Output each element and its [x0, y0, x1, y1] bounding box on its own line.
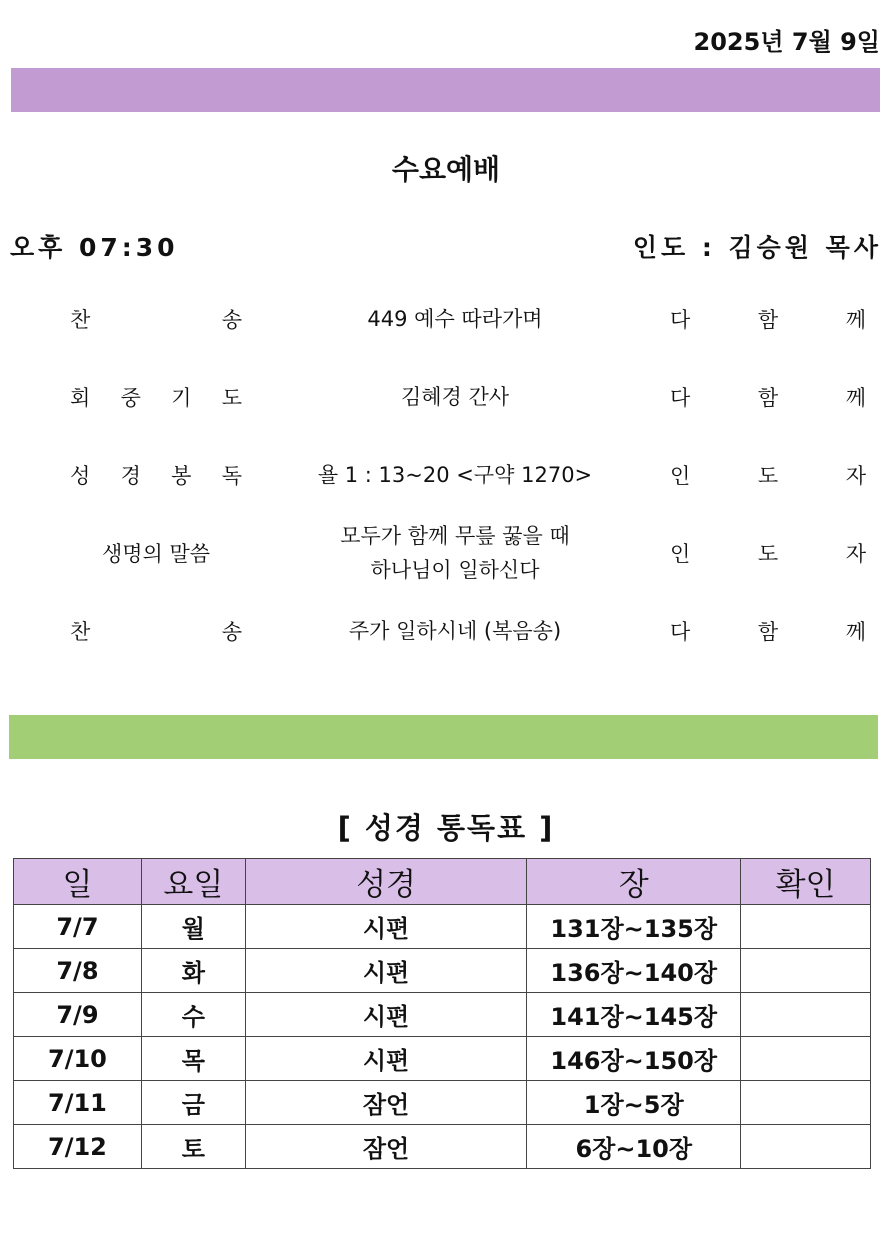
cell-check — [741, 949, 871, 993]
order-item-participant — [670, 518, 866, 588]
cell-weekday: 토 — [141, 1125, 245, 1169]
cell-chapters: 141장~145장 — [527, 993, 741, 1037]
order-item-participant — [670, 284, 866, 354]
order-item-description-line: 449 예수 따라가며 — [367, 307, 543, 331]
order-item-label-char: 생명의 말씀 — [101, 542, 211, 566]
order-item — [0, 518, 892, 588]
order-item-participant-char: 께 — [845, 386, 866, 410]
order-item-participant-char: 함 — [757, 308, 779, 332]
order-item-label-char: 중 — [120, 386, 141, 410]
order-item-description — [280, 362, 630, 432]
cell-check — [741, 1081, 871, 1125]
order-item-participant-char: 다 — [670, 620, 691, 644]
order-item-participant-char: 인 — [670, 464, 691, 488]
order-item-label — [70, 284, 242, 354]
order-item-participant-char: 께 — [845, 620, 866, 644]
order-item-label-char: 송 — [221, 308, 242, 332]
reading-plan-title: [ 성경 통독표 ] — [337, 811, 555, 845]
table-row — [14, 1037, 871, 1081]
order-item-participant-char: 인 — [670, 542, 691, 566]
cell-day: 7/12 — [14, 1125, 142, 1169]
service-title: 수요예배 — [391, 153, 501, 186]
reading-plan-table — [13, 858, 871, 1169]
order-item — [0, 596, 892, 666]
cell-chapters: 131장~135장 — [527, 905, 741, 949]
middle-color-bar — [9, 715, 878, 759]
cell-check — [741, 905, 871, 949]
cell-chapters: 6장~10장 — [527, 1125, 741, 1169]
order-item — [0, 440, 892, 510]
order-item-description-line: 김혜경 간사 — [400, 385, 510, 409]
order-item-description — [280, 440, 630, 510]
service-leader: 인도 : 김승원 목사 — [632, 233, 882, 262]
cell-book: 잠언 — [245, 1125, 527, 1169]
order-item — [0, 284, 892, 354]
cell-book: 잠언 — [245, 1081, 527, 1125]
order-item-participant — [670, 362, 866, 432]
table-row — [14, 1125, 871, 1169]
cell-book: 시편 — [245, 1037, 527, 1081]
order-item-description-line: 하나님이 일하신다 — [370, 558, 540, 582]
bulletin-date: 2025년 7월 9일 — [693, 28, 880, 56]
order-item-participant — [670, 440, 866, 510]
table-row — [14, 1081, 871, 1125]
order-item-description-line: 모두가 함께 무릎 꿇을 때 — [340, 524, 570, 548]
table-row — [14, 905, 871, 949]
order-item-label-char: 성 — [70, 464, 91, 488]
table-row — [14, 949, 871, 993]
order-item-label-char: 송 — [221, 620, 242, 644]
order-item — [0, 362, 892, 432]
cell-day: 7/10 — [14, 1037, 142, 1081]
order-item-participant-char: 께 — [845, 308, 866, 332]
cell-book: 시편 — [245, 993, 527, 1037]
order-item-description — [280, 284, 630, 354]
order-item-description-line: 주가 일하시네 (복음송) — [348, 619, 562, 643]
order-item-label — [70, 440, 242, 510]
order-item-participant-char: 함 — [757, 386, 779, 410]
cell-weekday: 수 — [141, 993, 245, 1037]
order-item-participant-char: 자 — [845, 464, 866, 488]
cell-chapters: 136장~140장 — [527, 949, 741, 993]
table-header-row — [14, 859, 871, 905]
order-item-label-char: 찬 — [70, 620, 91, 644]
order-item-label-char: 독 — [221, 464, 242, 488]
order-item-label — [70, 362, 242, 432]
order-item-participant — [670, 596, 866, 666]
top-color-bar — [11, 68, 880, 112]
order-item-description-line: 욜 1 : 13~20 <구약 1270> — [317, 463, 593, 487]
header-day: 일 — [14, 859, 142, 905]
cell-day: 7/9 — [14, 993, 142, 1037]
order-item-label-char: 경 — [120, 464, 141, 488]
cell-weekday: 화 — [141, 949, 245, 993]
order-item-participant-char: 다 — [670, 386, 691, 410]
cell-book: 시편 — [245, 949, 527, 993]
order-item-description — [280, 596, 630, 666]
header-weekday: 요일 — [141, 859, 245, 905]
order-item-label-char: 기 — [171, 386, 192, 410]
cell-chapters: 1장~5장 — [527, 1081, 741, 1125]
order-item-label-char: 도 — [221, 386, 242, 410]
order-item-label-char: 봉 — [171, 464, 192, 488]
cell-day: 7/11 — [14, 1081, 142, 1125]
cell-day: 7/8 — [14, 949, 142, 993]
order-item-label — [70, 596, 242, 666]
order-item-label-char: 찬 — [70, 308, 91, 332]
cell-book: 시편 — [245, 905, 527, 949]
header-check: 확인 — [741, 859, 871, 905]
cell-check — [741, 1037, 871, 1081]
order-item-participant-char: 다 — [670, 308, 691, 332]
cell-check — [741, 993, 871, 1037]
header-chapters: 장 — [527, 859, 741, 905]
cell-weekday: 월 — [141, 905, 245, 949]
order-item-description — [280, 518, 630, 588]
cell-weekday: 금 — [141, 1081, 245, 1125]
service-time: 오후 07:30 — [10, 233, 179, 262]
order-item-participant-char: 함 — [757, 620, 779, 644]
order-item-label-char: 회 — [70, 386, 91, 410]
table-row — [14, 993, 871, 1037]
order-item-participant-char: 도 — [757, 464, 779, 488]
cell-day: 7/7 — [14, 905, 142, 949]
cell-weekday: 목 — [141, 1037, 245, 1081]
cell-chapters: 146장~150장 — [527, 1037, 741, 1081]
cell-check — [741, 1125, 871, 1169]
order-item-participant-char: 도 — [757, 542, 779, 566]
order-item-label — [70, 518, 242, 588]
header-book: 성경 — [245, 859, 527, 905]
order-item-participant-char: 자 — [845, 542, 866, 566]
